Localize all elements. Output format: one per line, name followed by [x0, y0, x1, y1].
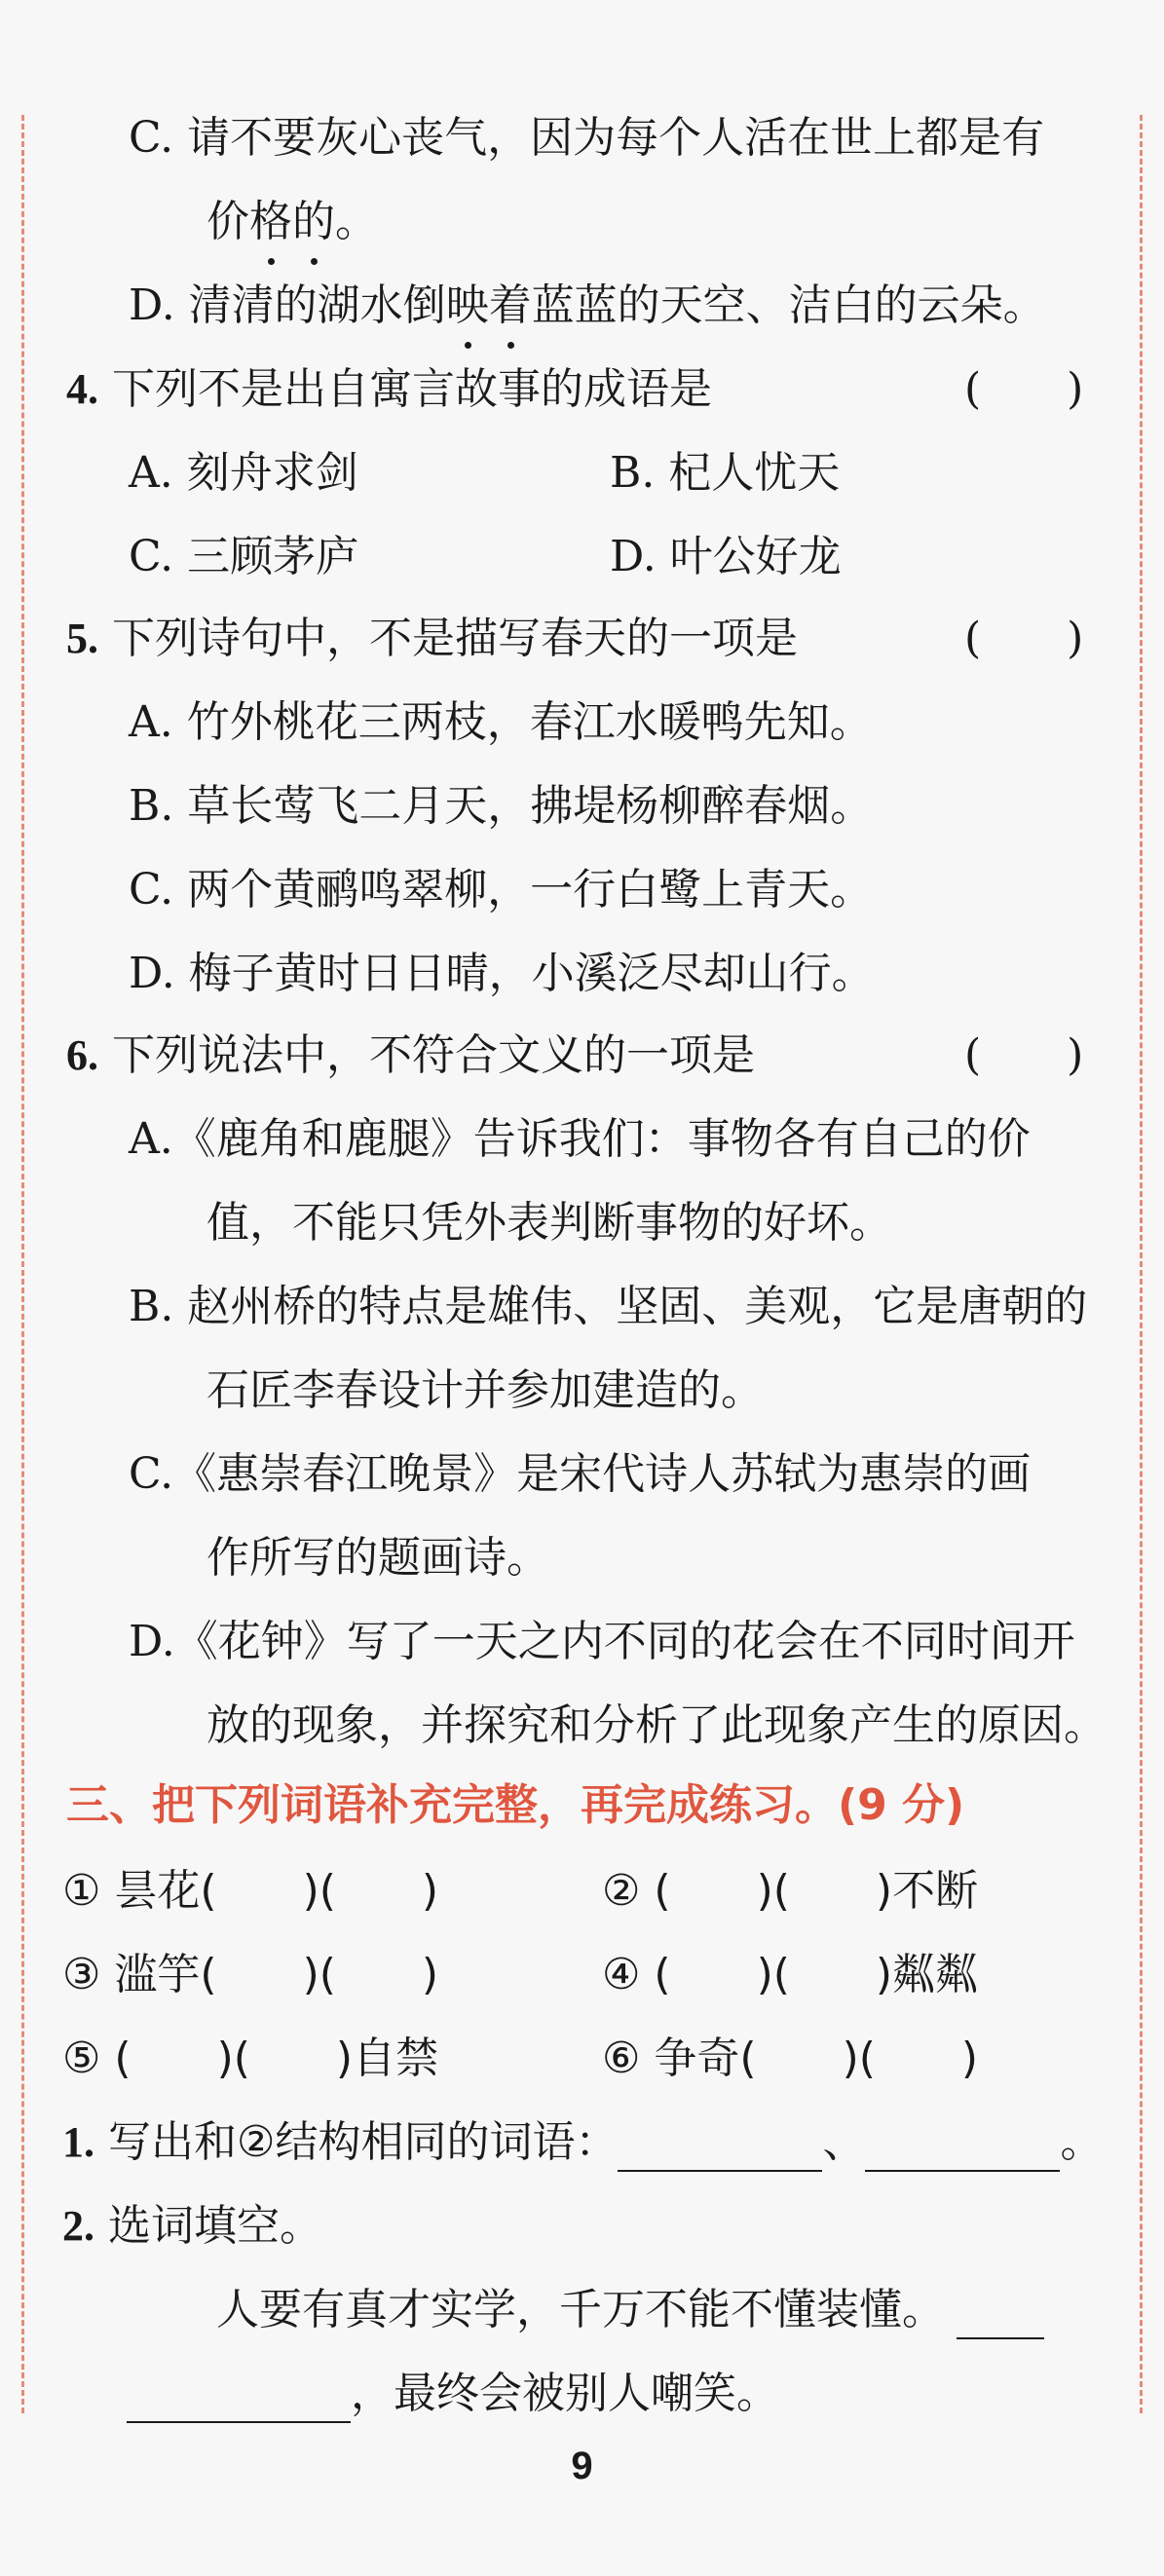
q3-option-c-line1: C. 请不要灰心丧气，因为每个人活在世上都是有 — [129, 113, 1045, 163]
dotted-char: 格 — [249, 193, 292, 251]
q3-option-c-line2 — [207, 193, 378, 251]
q6-option-b-line2: 石匠李春设计并参加建造的。 — [207, 1365, 764, 1415]
question-number: 5. — [66, 615, 98, 662]
exercise-1 — [62, 2113, 1103, 2172]
passage-text: ，最终会被别人嘲笑。 — [351, 2369, 779, 2418]
q5-option-d: D. 梅子黄时日日晴，小溪泛尽却山行。 — [129, 949, 875, 998]
q4-answer-paren[interactable]: ( ) — [964, 364, 1084, 414]
idiom-item-4[interactable]: ④ ( )( )粼粼 — [602, 1950, 979, 1999]
q5-option-b: B. 草长莺飞二月天，拂堤杨柳醉春烟。 — [129, 781, 874, 831]
answer-blank[interactable] — [618, 2127, 822, 2172]
exercise-2-passage-line1 — [216, 2281, 1044, 2339]
q6-option-b-line1: B. 赵州桥的特点是雄伟、坚固、美观，它是唐朝的 — [129, 1282, 1088, 1331]
q6-option-d-line2: 放的现象，并探究和分析了此现象产生的原因。 — [207, 1700, 1107, 1750]
q6-stem-line — [66, 1027, 755, 1085]
text-segment: D. 清清的湖水倒 — [129, 280, 446, 330]
question-number: 6. — [66, 1031, 98, 1079]
q5-option-c: C. 两个黄鹂鸣翠柳，一行白鹭上青天。 — [129, 865, 874, 915]
q5-answer-paren[interactable]: ( ) — [964, 614, 1084, 663]
question-number: 2. — [62, 2202, 94, 2250]
q4-option-c: C. 三顾茅庐 — [129, 532, 359, 581]
dotted-char: 的 — [292, 193, 335, 251]
page-number: 9 — [571, 2445, 593, 2487]
q4-option-a: A. 刻舟求剑 — [129, 448, 358, 498]
q4-stem-line — [66, 360, 712, 419]
dotted-char: 映 — [446, 277, 489, 335]
q4-option-d: D. 叶公好龙 — [610, 532, 842, 581]
q6-option-d-line1: D.《花钟》写了一天之内不同的花会在不同时间开 — [129, 1617, 1075, 1666]
exercise-2-passage-line2 — [127, 2365, 779, 2423]
answer-blank[interactable] — [957, 2295, 1044, 2339]
text-segment: 价 — [207, 197, 249, 246]
dotted-char: 着 — [489, 277, 532, 335]
idiom-item-3[interactable]: ③ 滥竽( )( ) — [62, 1950, 439, 1999]
question-stem: 下列不是出自寓言故事的成语是 — [112, 364, 712, 414]
passage-text: 人要有真才实学，千万不能不懂装懂。 — [216, 2285, 945, 2334]
exercise-2 — [62, 2197, 322, 2256]
right-dashed-border — [1140, 115, 1143, 2413]
text-segment: 。 — [335, 197, 378, 246]
question-number: 4. — [66, 365, 98, 413]
separator: 、 — [822, 2117, 866, 2167]
punctuation: 。 — [1060, 2117, 1104, 2167]
q5-stem-line — [66, 610, 798, 668]
question-number: 1. — [62, 2118, 94, 2166]
text-segment: 蓝蓝的天空、洁白的云朵。 — [531, 280, 1046, 330]
idiom-item-5[interactable]: ⑤ ( )( )自禁 — [62, 2034, 439, 2083]
question-stem: 写出和②结构相同的词语： — [108, 2117, 619, 2167]
q5-option-a: A. 竹外桃花三两枝，春江水暖鸭先知。 — [129, 697, 873, 747]
section-3-title: 三、把下列词语补充完整，再完成练习。(9 分) — [66, 1780, 965, 1830]
question-stem: 下列说法中，不符合文义的一项是 — [112, 1030, 755, 1080]
q4-option-b: B. 杞人忧天 — [610, 448, 841, 498]
question-stem: 下列诗句中，不是描写春天的一项是 — [112, 614, 798, 663]
left-dashed-border — [21, 115, 24, 2413]
q6-answer-paren[interactable]: ( ) — [964, 1030, 1084, 1080]
q6-option-a-line1: A.《鹿角和鹿腿》告诉我们：事物各有自己的价 — [129, 1114, 1031, 1164]
answer-blank[interactable] — [127, 2378, 351, 2423]
idiom-item-1[interactable]: ① 昙花( )( ) — [62, 1866, 439, 1916]
q6-option-c-line2: 作所写的题画诗。 — [207, 1533, 549, 1583]
idiom-item-6[interactable]: ⑥ 争奇( )( ) — [602, 2034, 979, 2083]
question-stem: 选词填空。 — [108, 2201, 322, 2251]
answer-blank[interactable] — [865, 2127, 1060, 2172]
q3-option-d — [129, 277, 1046, 335]
idiom-item-2[interactable]: ② ( )( )不断 — [602, 1866, 979, 1916]
q6-option-a-line2: 值，不能只凭外表判断事物的好坏。 — [207, 1198, 892, 1248]
q6-option-c-line1: C.《惠崇春江晚景》是宋代诗人苏轼为惠崇的画 — [129, 1449, 1032, 1499]
